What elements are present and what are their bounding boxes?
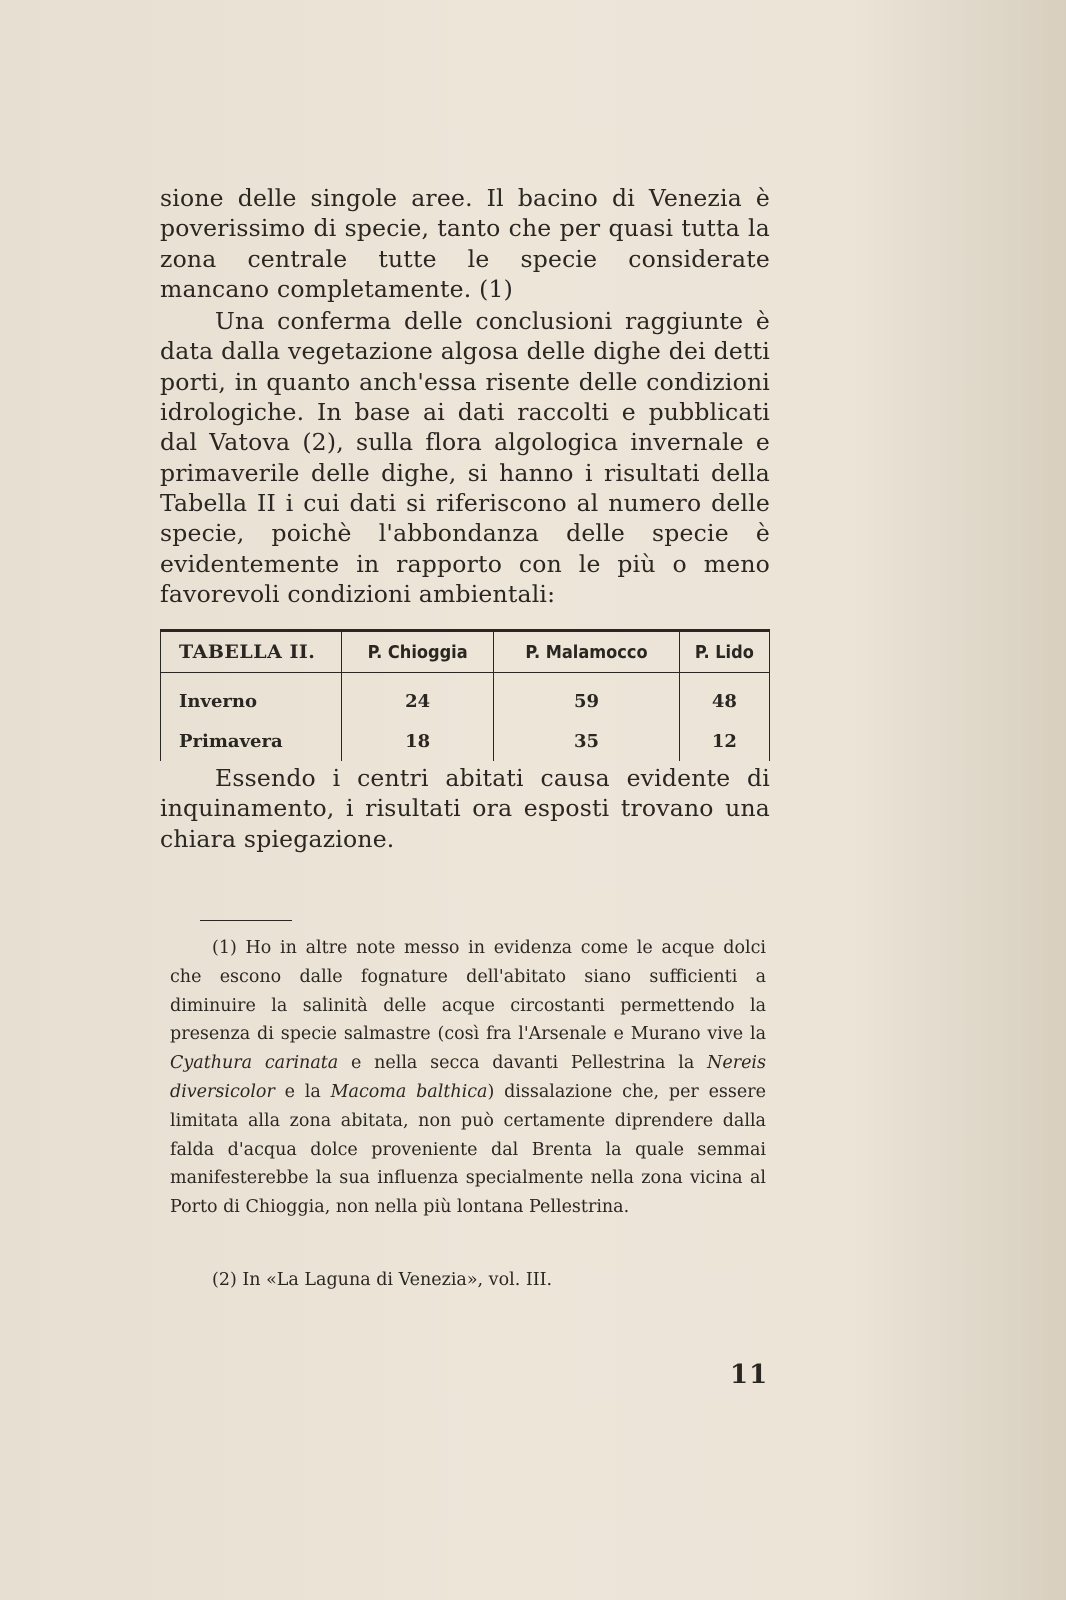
footnote-1-text-b: e nella secca davanti Pellestrina la (338, 1053, 708, 1074)
table-header-row (161, 632, 770, 673)
table-cell: 48 (679, 673, 769, 722)
page-number: 11 (730, 1360, 769, 1390)
table-row (161, 673, 770, 722)
table-cell: 24 (342, 673, 494, 722)
footnote-divider (200, 920, 292, 921)
row-label: Inverno (161, 673, 342, 722)
paragraph-2: Una conferma delle conclusioni raggiunte è data dalla vegetazione algosa delle dighe dei detti porti, in quanto anch'essa risente delle condizioni idrologiche. In base ai dati raccolti e pubblicati dal Vatova (2), sulla flora algologica invernale e primaverile delle dighe, si hanno i risultati della Tabella II i cui dati si riferiscono al numero delle specie, poichè l'abbondanza delle specie è evidentemente in rapporto con le più o meno favorevoli condizioni ambientali: (160, 307, 770, 608)
table-row (161, 721, 770, 761)
paragraph-3: Essendo i centri abitati causa evidente di inquinamento, i risultati ora esposti trovano una chiara spiegazione. (160, 764, 770, 853)
table-cell: 35 (494, 721, 680, 761)
species-name: Cyathura carinata (170, 1053, 339, 1074)
row-label: Primavera (161, 721, 342, 761)
paragraph-1: sione delle singole aree. Il bacino di Venezia è poverissimo di specie, tanto che per quasi tutta la zona centrale tutte le specie considerate mancano completamente. (1) (160, 184, 770, 303)
footnote-1 (170, 934, 766, 1222)
table-cell: 18 (342, 721, 494, 761)
footnote-2: (2) In «La Laguna di Venezia», vol. III. (212, 1270, 553, 1290)
col-header-malamocco: P. Malamocco (494, 632, 680, 673)
col-header-lido: P. Lido (679, 632, 769, 673)
table-cell: 12 (679, 721, 769, 761)
species-name: Nereis diversicolor (170, 1053, 766, 1102)
footnote-1-text-c: e la (274, 1081, 331, 1102)
text-column (160, 183, 770, 854)
table-ii (160, 629, 770, 761)
species-name: Macoma balthica (330, 1081, 488, 1102)
table-caption: TABELLA II. (161, 632, 342, 673)
footnote-1-text-d: ) dissalazione che, per essere limitata alla zona abitata, non può certamente diprendere dalla falda d'acqua dolce proveniente dal Brenta la quale semmai manifesterebbe la sua influenza specialmente nella zona vicina al Porto di Chioggia, non nella più lontana Pellestrina. (170, 1081, 766, 1218)
col-header-chioggia: P. Chioggia (342, 632, 494, 673)
species-table (160, 632, 770, 761)
table-cell: 59 (494, 673, 680, 722)
footnote-1-text-a: (1) Ho in altre note messo in evidenza come le acque dolci che escono dalle fognature dell'abitato siano sufficienti a diminuire la salinità delle acque circostanti permettendo la presenza di specie salmastre (così fra l'Arsenale e Murano vive la (170, 938, 766, 1045)
